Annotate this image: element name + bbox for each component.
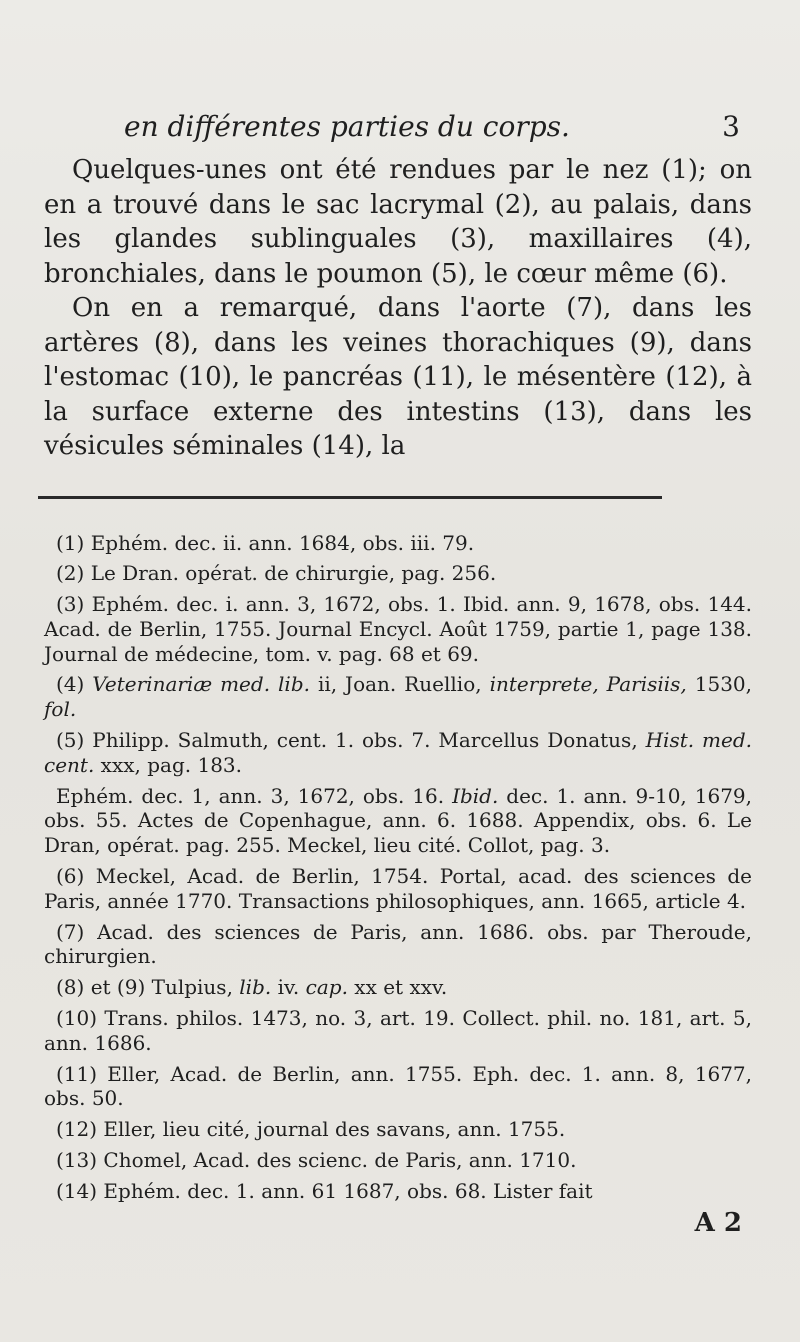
footnote-4-num: (4) xyxy=(56,672,93,697)
running-title: en différentes parties du corps. xyxy=(124,110,570,143)
footnote-2: (2) Le Dran. opérat. de chirurgie, pag. 256. xyxy=(56,561,497,586)
footnote-6: (6) Meckel, Acad. de Berlin, 1754. Portal, acad. des sciences de Paris, année 1770. Transactions philosophiques, ann. 1665, article 4. xyxy=(44,864,752,913)
footnote-5-d: Ephém. dec. 1, ann. 3, 1672, obs. 16. xyxy=(56,783,453,808)
footnote-3: (3) Ephém. dec. i. ann. 3, 1672, obs. 1. Ibid. ann. 9, 1678, obs. 144. Acad. de Berlin, 1755. Journal Encycl. Août 1759, partie 1, page 138. Journal de médecine, tom. v. pag. 68 et 69. xyxy=(44,592,752,666)
paragraph-1: Quelques-unes ont été rendues par le nez (1); on en a trouvé dans le sac lacrymal (2), au palais, dans les glandes sublinguales (3), maxillaires (4), bronchiales, dans le poumon (5), le cœur même (6). xyxy=(44,155,752,289)
footnote-8-cap: cap. xyxy=(305,975,348,1000)
footnote-4 xyxy=(44,672,752,722)
footnote-5-title: Hist. med. cent. xyxy=(44,728,752,777)
main-text xyxy=(44,153,752,464)
footnote-8-9 xyxy=(44,975,752,1000)
footnote-4-place: interprete, Parisiis, xyxy=(489,672,687,697)
footnote-4-year: 1530, xyxy=(686,672,752,697)
footnote-4-author: ii, Joan. Ruellio, xyxy=(309,672,490,697)
footnote-rule xyxy=(38,496,662,499)
footnote-11: (11) Eller, Acad. de Berlin, ann. 1755. Eph. dec. 1. ann. 8, 1677, obs. 50. xyxy=(44,1061,752,1111)
footnote-4-lib: lib. xyxy=(278,672,310,697)
signature-mark: A 2 xyxy=(694,1207,742,1238)
footnote-7: (7) Acad. des sciences de Paris, ann. 1686. obs. par Theroude, chirurgien. xyxy=(44,919,752,969)
footnote-1: (1) Ephém. dec. ii. ann. 1684, obs. iii. 79. xyxy=(56,530,475,555)
footnote-4-title: Veterinariæ med. xyxy=(92,672,271,697)
running-header xyxy=(124,110,740,143)
footnote-8-e: xx et xxv. xyxy=(347,975,448,1000)
footnote-4-space xyxy=(270,672,278,696)
footnote-8-c: iv. xyxy=(271,975,306,1000)
footnote-5-f: dec. 1. ann. 9-10, 1679, obs. 55. Actes de Copenhague, ann. 6. 1688. Appendix, obs. 6. Le Dran, opérat. pag. 255. Meckel, lieu cité. Collot, pag. 3. xyxy=(44,783,752,858)
paragraph-2: On en a remarqué, dans l'aorte (7), dans les artères (8), dans les veines thorachiques (9), dans l'estomac (10), le pancréas (11), le mésentère (12), à la surface externe des intestins (13), dans les vésicules séminales (14), la xyxy=(44,293,752,461)
footnote-8-lib: lib. xyxy=(239,975,272,1000)
footnote-13: (13) Chomel, Acad. des scienc. de Paris, ann. 1710. xyxy=(56,1148,577,1173)
footnote-5-ibid: Ibid. xyxy=(452,783,499,808)
footnote-5-continued xyxy=(44,784,752,858)
footnotes xyxy=(44,531,752,1204)
footnote-14: (14) Ephém. dec. 1. ann. 61 1687, obs. 68. Lister fait xyxy=(56,1178,593,1203)
footnote-12: (12) Eller, lieu cité, journal des savans, ann. 1755. xyxy=(56,1117,566,1142)
footnote-5-c: xxx, pag. 183. xyxy=(94,752,242,777)
footnote-5 xyxy=(44,728,752,778)
footnote-8-a: (8) et (9) Tulpius, xyxy=(56,975,240,1000)
footnote-10: (10) Trans. philos. 1473, no. 3, art. 19. Collect. phil. no. 181, art. 5, ann. 1686. xyxy=(44,1006,752,1055)
footnote-4-format: fol. xyxy=(44,697,77,722)
page-number: 3 xyxy=(722,110,740,143)
footnote-5-a: (5) Philipp. Salmuth, cent. 1. obs. 7. Marcellus Donatus, xyxy=(56,728,646,753)
